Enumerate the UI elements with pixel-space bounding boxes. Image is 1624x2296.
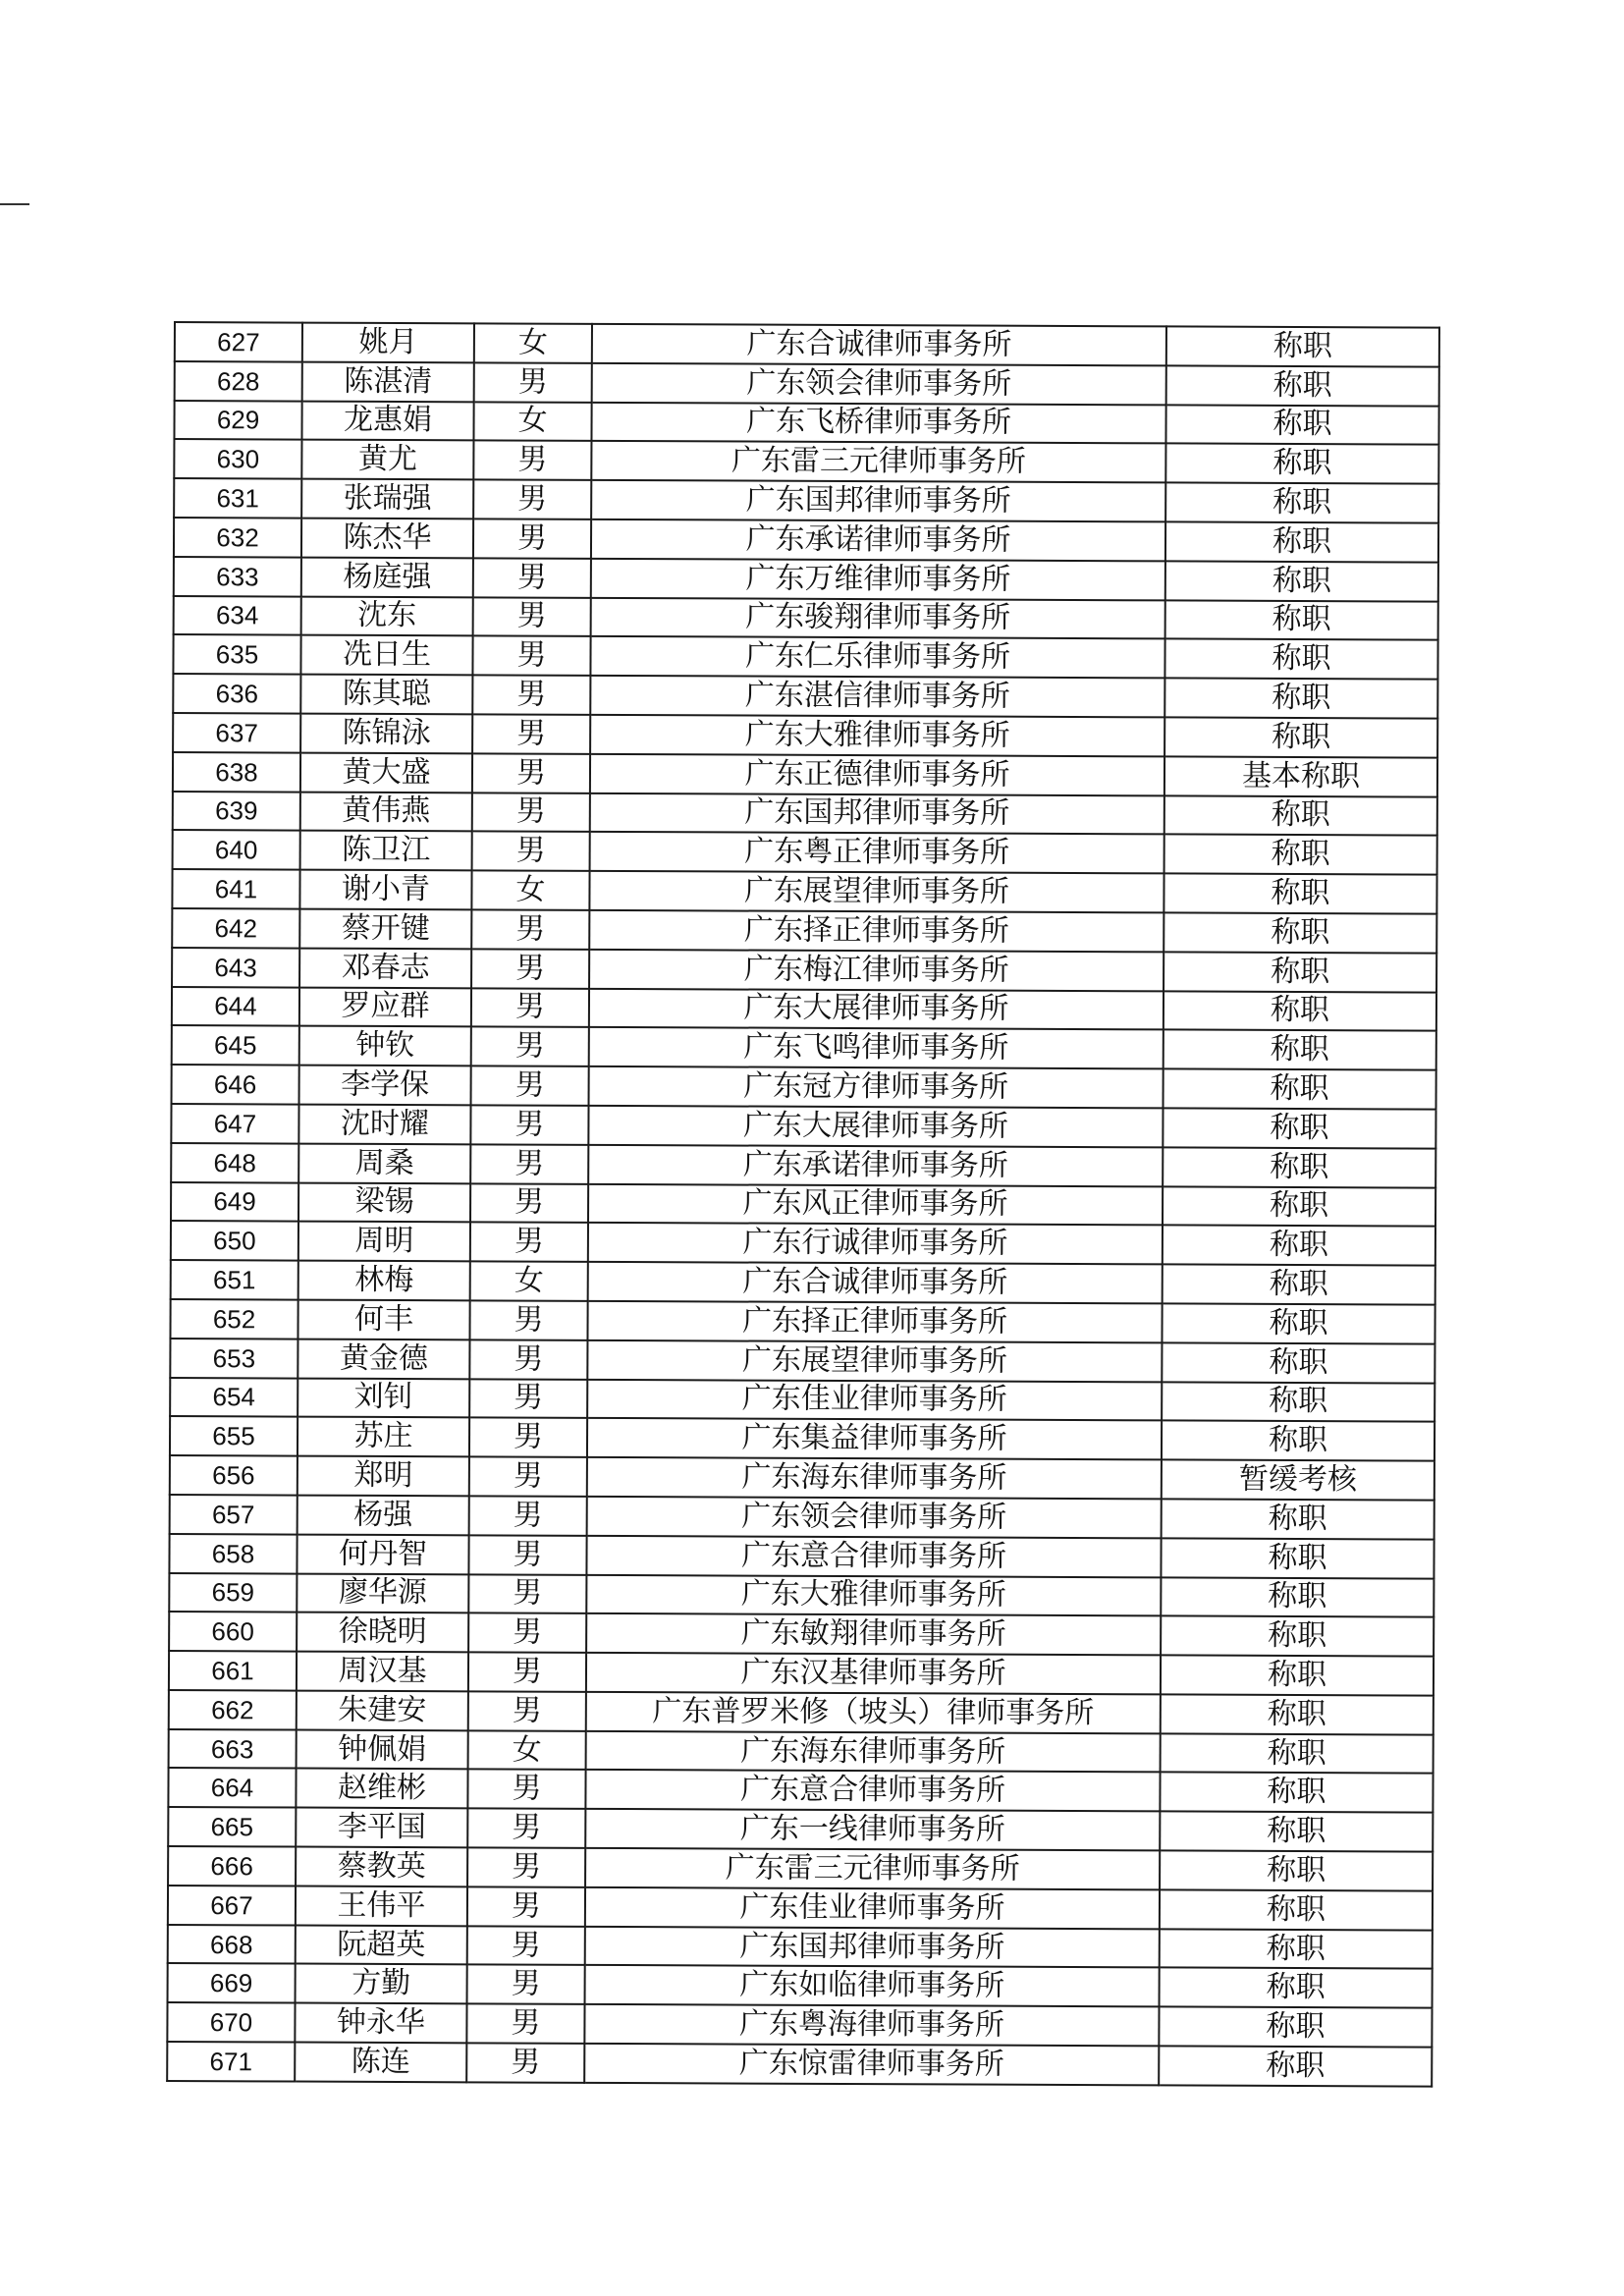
row-number-cell: 637: [173, 713, 300, 752]
assessment-result-cell: 称职: [1162, 1382, 1435, 1422]
assessment-result-cell: 称职: [1164, 991, 1436, 1031]
lawyer-name-cell: 周桑: [298, 1143, 470, 1183]
gender-cell: 女: [471, 870, 589, 909]
law-firm-cell: 广东国邦律师事务所: [590, 793, 1164, 834]
table-row: [172, 1025, 1436, 1069]
law-firm-cell: 广东一线律师事务所: [585, 1809, 1160, 1850]
row-number-cell: 628: [175, 361, 302, 401]
lawyer-name-cell: 沈东: [301, 596, 473, 636]
lawyer-name-cell: 廖华源: [297, 1573, 468, 1613]
gender-cell: 男: [469, 1379, 587, 1418]
assessment-result-cell: 称职: [1164, 717, 1437, 757]
gender-cell: 男: [471, 909, 589, 949]
lawyer-name-cell: 蔡开键: [299, 909, 471, 950]
table-row: [172, 948, 1436, 992]
row-number-cell: 667: [168, 1886, 296, 1925]
lawyer-name-cell: 钟佩娟: [297, 1729, 468, 1770]
table-row: [169, 1534, 1434, 1578]
gender-cell: 男: [469, 1456, 587, 1496]
gender-cell: 男: [466, 2004, 584, 2044]
lawyer-name-cell: 徐晓明: [297, 1613, 468, 1653]
row-number-cell: 663: [169, 1729, 297, 1769]
assessment-result-cell: 称职: [1160, 1812, 1433, 1852]
row-number-cell: 671: [167, 2042, 295, 2081]
lawyer-assessment-table: [166, 321, 1440, 2087]
row-number-cell: 657: [170, 1495, 298, 1534]
table-row: [170, 1299, 1435, 1343]
assessment-result-cell: 称职: [1159, 2007, 1432, 2048]
law-firm-cell: 广东大雅律师事务所: [586, 1574, 1161, 1615]
gender-cell: 男: [468, 1574, 586, 1613]
lawyer-name-cell: 陈锦泳: [300, 714, 472, 754]
table-row: [174, 596, 1438, 640]
table-row: [169, 1690, 1434, 1734]
law-firm-cell: 广东飞鸣律师事务所: [589, 1027, 1164, 1068]
lawyer-name-cell: 郑明: [298, 1456, 469, 1497]
lawyer-name-cell: 谢小青: [299, 870, 471, 910]
assessment-result-cell: 称职: [1159, 2046, 1432, 2086]
lawyer-name-cell: 陈湛清: [302, 361, 474, 402]
table-row: [175, 361, 1439, 406]
table-row: [168, 1846, 1433, 1890]
assessment-result-cell: 基本称职: [1164, 756, 1437, 796]
law-firm-cell: 广东择正律师事务所: [589, 910, 1164, 952]
gender-cell: 男: [471, 988, 589, 1027]
lawyer-name-cell: 邓春志: [299, 948, 471, 988]
row-number-cell: 643: [172, 948, 299, 987]
row-number-cell: 654: [170, 1378, 298, 1417]
gender-cell: 男: [467, 1965, 585, 2004]
gender-cell: 女: [470, 1261, 588, 1300]
assessment-result-cell: 称职: [1161, 1655, 1434, 1695]
assessment-result-cell: 称职: [1163, 1108, 1435, 1148]
table-row: [169, 1572, 1434, 1616]
gender-cell: 男: [472, 753, 590, 793]
table-row: [168, 1886, 1433, 1930]
row-number-cell: 652: [170, 1299, 298, 1339]
row-number-cell: 649: [171, 1182, 298, 1222]
row-number-cell: 658: [169, 1534, 297, 1573]
law-firm-cell: 广东领会律师事务所: [592, 363, 1166, 405]
table-row: [172, 908, 1436, 953]
law-firm-cell: 广东海东律师事务所: [586, 1731, 1161, 1773]
row-number-cell: 634: [174, 596, 301, 635]
lawyer-name-cell: 陈卫江: [300, 831, 472, 871]
row-number-cell: 646: [172, 1065, 299, 1104]
table-row: [167, 2042, 1432, 2086]
table-row: [168, 1807, 1433, 1851]
table-row: [168, 1768, 1433, 1812]
assessment-result-cell: 称职: [1165, 561, 1438, 601]
law-firm-cell: 广东承诺律师事务所: [588, 1145, 1163, 1186]
gender-cell: 男: [470, 1183, 588, 1223]
assessment-result-cell: 称职: [1164, 795, 1437, 836]
row-number-cell: 647: [171, 1104, 298, 1143]
table-row: [170, 1416, 1435, 1460]
table-row: [169, 1612, 1434, 1656]
law-firm-cell: 广东佳业律师事务所: [587, 1379, 1162, 1420]
law-firm-cell: 广东风正律师事务所: [588, 1183, 1163, 1225]
table-row: [171, 1182, 1435, 1227]
assessment-result-cell: 称职: [1162, 1303, 1435, 1343]
gender-cell: 男: [467, 1770, 585, 1809]
table-row: [171, 1104, 1435, 1148]
assessment-result-cell: 称职: [1160, 1889, 1433, 1930]
table-row: [175, 322, 1439, 366]
row-number-cell: 630: [174, 439, 301, 478]
table-body: [167, 322, 1439, 2086]
table-row: [173, 674, 1437, 718]
gender-cell: 男: [470, 1223, 588, 1262]
gender-cell: 男: [472, 793, 590, 832]
law-firm-cell: 广东梅江律师事务所: [589, 950, 1164, 991]
law-firm-cell: 广东行诚律师事务所: [588, 1223, 1163, 1264]
table-row: [173, 713, 1437, 757]
table-row: [172, 987, 1436, 1031]
table-row: [172, 869, 1436, 913]
law-firm-cell: 广东佳业律师事务所: [585, 1887, 1160, 1929]
row-number-cell: 638: [173, 752, 300, 792]
assessment-result-cell: 称职: [1162, 1421, 1435, 1461]
assessment-result-cell: 称职: [1163, 1186, 1435, 1227]
gender-cell: 男: [473, 480, 591, 519]
assessment-result-cell: 称职: [1164, 1069, 1436, 1110]
assessment-result-cell: 称职: [1165, 600, 1438, 640]
lawyer-name-cell: 王伟平: [296, 1886, 467, 1926]
assessment-result-cell: 称职: [1163, 1226, 1435, 1266]
lawyer-name-cell: 黄伟燕: [300, 792, 472, 832]
gender-cell: 男: [470, 1144, 588, 1183]
table-row: [169, 1729, 1434, 1774]
law-firm-cell: 广东汉基律师事务所: [586, 1653, 1161, 1694]
row-number-cell: 631: [174, 478, 301, 518]
table-row: [167, 2002, 1432, 2047]
table-row: [174, 439, 1438, 483]
table-row: [170, 1378, 1435, 1422]
gender-cell: 男: [469, 1418, 587, 1457]
assessment-result-cell: 称职: [1160, 1773, 1433, 1813]
gender-cell: 男: [469, 1496, 587, 1535]
law-firm-cell: 广东湛信律师事务所: [590, 676, 1164, 717]
row-number-cell: 645: [172, 1025, 299, 1065]
gender-cell: 男: [473, 519, 591, 558]
table-row: [174, 478, 1438, 522]
lawyer-name-cell: 黄大盛: [300, 752, 472, 793]
assessment-result-cell: 称职: [1161, 1733, 1434, 1774]
row-number-cell: 644: [172, 987, 299, 1026]
gender-cell: 男: [469, 1300, 587, 1339]
assessment-result-cell: 称职: [1162, 1342, 1435, 1383]
row-number-cell: 670: [167, 2002, 295, 2042]
law-firm-cell: 广东正德律师事务所: [590, 754, 1164, 795]
row-number-cell: 648: [171, 1143, 298, 1182]
lawyer-name-cell: 钟永华: [295, 2003, 466, 2044]
row-number-cell: 655: [170, 1416, 298, 1455]
assessment-result-cell: 称职: [1164, 679, 1437, 719]
assessment-result-cell: 称职: [1160, 1968, 1433, 2008]
row-number-cell: 662: [169, 1690, 297, 1729]
law-firm-cell: 广东国邦律师事务所: [585, 1927, 1160, 1968]
lawyer-name-cell: 李学保: [299, 1066, 471, 1106]
assessment-result-cell: 称职: [1164, 835, 1437, 875]
lawyer-name-cell: 陈连: [295, 2043, 466, 2083]
gender-cell: 男: [469, 1339, 587, 1379]
lawyer-name-cell: 姚月: [302, 323, 474, 363]
assessment-result-cell: 称职: [1165, 483, 1438, 523]
lawyer-name-cell: 刘钊: [298, 1378, 469, 1418]
gender-cell: 男: [468, 1652, 586, 1691]
gender-cell: 男: [467, 1926, 585, 1965]
lawyer-name-cell: 钟钦: [299, 1026, 471, 1066]
lawyer-name-cell: 黄尤: [301, 440, 473, 480]
row-number-cell: 632: [174, 518, 301, 557]
row-number-cell: 639: [173, 792, 300, 831]
lawyer-name-cell: 黄金德: [298, 1339, 469, 1379]
law-firm-cell: 广东仁乐律师事务所: [590, 636, 1164, 678]
table-row: [168, 1963, 1433, 2007]
assessment-result-cell: 称职: [1164, 912, 1436, 953]
table-row: [171, 1143, 1435, 1187]
assessment-result-cell: 称职: [1161, 1577, 1434, 1617]
row-number-cell: 636: [173, 674, 300, 713]
table-row: [170, 1455, 1435, 1500]
gender-cell: 女: [468, 1730, 586, 1770]
assessment-result-cell: 称职: [1165, 405, 1438, 445]
law-firm-cell: 广东飞桥律师事务所: [591, 402, 1165, 443]
table-row: [173, 830, 1437, 874]
table-row: [173, 634, 1437, 679]
law-firm-cell: 广东海东律师事务所: [587, 1457, 1162, 1499]
lawyer-name-cell: 蔡教英: [296, 1847, 467, 1887]
row-number-cell: 653: [170, 1339, 298, 1378]
row-number-cell: 650: [171, 1221, 298, 1260]
table-row: [171, 1221, 1435, 1265]
table-row: [172, 1065, 1436, 1109]
law-firm-cell: 广东择正律师事务所: [587, 1301, 1162, 1342]
gender-cell: 男: [470, 1105, 588, 1144]
law-firm-cell: 广东粤海律师事务所: [584, 2004, 1159, 2046]
table-row: [171, 1260, 1435, 1304]
lawyer-name-cell: 张瑞强: [301, 479, 473, 519]
law-firm-cell: 广东雷三元律师事务所: [591, 441, 1165, 482]
row-number-cell: 635: [173, 634, 300, 674]
table-row: [174, 518, 1438, 562]
lawyer-name-cell: 梁锡: [298, 1182, 470, 1223]
assessment-result-cell: 称职: [1165, 521, 1438, 562]
gender-cell: 女: [473, 402, 591, 441]
lawyer-name-cell: 赵维彬: [296, 1769, 467, 1809]
gender-cell: 男: [467, 1847, 585, 1886]
assessment-result-cell: 称职: [1164, 1030, 1436, 1070]
lawyer-name-cell: 沈时耀: [298, 1105, 470, 1145]
assessment-result-cell: 称职: [1164, 874, 1436, 914]
law-firm-cell: 广东展望律师事务所: [589, 871, 1164, 912]
lawyer-name-cell: 杨强: [298, 1495, 469, 1535]
law-firm-cell: 广东大展律师事务所: [589, 988, 1164, 1029]
table-row: [168, 1925, 1433, 1969]
gender-cell: 男: [474, 362, 592, 402]
law-firm-cell: 广东冠方律师事务所: [589, 1066, 1164, 1108]
law-firm-cell: 广东承诺律师事务所: [591, 519, 1165, 561]
law-firm-cell: 广东意合律师事务所: [586, 1536, 1161, 1577]
table-row: [173, 752, 1437, 796]
assessment-result-cell: 称职: [1160, 1929, 1433, 1969]
assessment-result-cell: 暂缓考核: [1162, 1460, 1435, 1501]
row-number-cell: 651: [171, 1260, 298, 1299]
law-firm-cell: 广东意合律师事务所: [585, 1770, 1160, 1811]
lawyer-name-cell: 苏庄: [298, 1417, 469, 1457]
gender-cell: 女: [474, 323, 592, 362]
row-number-cell: 664: [168, 1768, 296, 1807]
assessment-result-cell: 称职: [1164, 952, 1436, 992]
lawyer-name-cell: 冼日生: [300, 635, 472, 676]
table-row: [174, 401, 1438, 445]
lawyer-name-cell: 李平国: [296, 1808, 467, 1848]
row-number-cell: 642: [172, 908, 299, 948]
gender-cell: 男: [472, 714, 590, 753]
lawyer-name-cell: 方勤: [296, 1964, 467, 2004]
gender-cell: 男: [473, 558, 591, 597]
lawyer-name-cell: 何丹智: [297, 1534, 468, 1574]
page-edge-mark: [0, 203, 29, 205]
gender-cell: 男: [466, 2043, 584, 2082]
gender-cell: 男: [473, 441, 591, 480]
row-number-cell: 629: [174, 401, 301, 440]
row-number-cell: 659: [169, 1572, 297, 1612]
law-firm-cell: 广东大展律师事务所: [588, 1106, 1163, 1147]
assessment-result-cell: 称职: [1161, 1538, 1434, 1578]
table-row: [169, 1651, 1434, 1695]
law-firm-cell: 广东敏翔律师事务所: [586, 1613, 1161, 1655]
law-firm-cell: 广东集益律师事务所: [587, 1418, 1162, 1459]
assessment-result-cell: 称职: [1161, 1694, 1434, 1734]
gender-cell: 男: [471, 949, 589, 988]
law-firm-cell: 广东骏翔律师事务所: [591, 597, 1165, 638]
gender-cell: 男: [467, 1886, 585, 1926]
gender-cell: 男: [471, 1027, 589, 1066]
table-row: [170, 1339, 1435, 1383]
law-firm-cell: 广东雷三元律师事务所: [585, 1848, 1160, 1889]
gender-cell: 男: [472, 832, 590, 871]
lawyer-name-cell: 周明: [298, 1222, 470, 1262]
law-firm-cell: 广东领会律师事务所: [587, 1497, 1162, 1538]
gender-cell: 男: [473, 597, 591, 636]
law-firm-cell: 广东粤正律师事务所: [590, 832, 1164, 873]
law-firm-cell: 广东大雅律师事务所: [590, 715, 1164, 756]
law-firm-cell: 广东合诚律师事务所: [588, 1262, 1163, 1303]
law-firm-cell: 广东惊雷律师事务所: [584, 2044, 1159, 2085]
gender-cell: 男: [471, 1066, 589, 1105]
lawyer-name-cell: 陈其聪: [300, 675, 472, 715]
law-firm-cell: 广东合诚律师事务所: [592, 324, 1166, 365]
row-number-cell: 627: [175, 322, 302, 361]
assessment-result-cell: 称职: [1166, 365, 1439, 406]
law-firm-cell: 广东普罗米修（坡头）律师事务所: [586, 1692, 1161, 1733]
assessment-result-cell: 称职: [1164, 639, 1437, 680]
lawyer-name-cell: 林梅: [298, 1261, 470, 1301]
table-row: [174, 557, 1438, 601]
lawyer-name-cell: 阮超英: [296, 1925, 467, 1965]
lawyer-name-cell: 罗应群: [299, 987, 471, 1027]
row-number-cell: 669: [168, 1963, 296, 2002]
table-row: [170, 1495, 1435, 1539]
lawyer-name-cell: 周汉基: [297, 1652, 468, 1692]
assessment-result-cell: 称职: [1161, 1616, 1434, 1657]
row-number-cell: 656: [170, 1455, 298, 1495]
row-number-cell: 660: [169, 1612, 297, 1651]
row-number-cell: 641: [172, 869, 299, 908]
assessment-result-cell: 称职: [1162, 1499, 1435, 1539]
lawyer-name-cell: 杨庭强: [301, 557, 473, 597]
lawyer-name-cell: 龙惠娟: [301, 401, 473, 441]
row-number-cell: 668: [168, 1925, 296, 1964]
assessment-result-cell: 称职: [1163, 1147, 1435, 1187]
row-number-cell: 661: [169, 1651, 297, 1690]
row-number-cell: 640: [173, 830, 300, 869]
lawyer-name-cell: 朱建安: [297, 1690, 468, 1730]
gender-cell: 男: [468, 1535, 586, 1574]
row-number-cell: 633: [174, 557, 301, 596]
gender-cell: 男: [468, 1691, 586, 1730]
row-number-cell: 666: [168, 1846, 296, 1886]
law-firm-cell: 广东万维律师事务所: [591, 559, 1165, 600]
assessment-result-cell: 称职: [1160, 1850, 1433, 1890]
gender-cell: 男: [472, 676, 590, 715]
gender-cell: 男: [468, 1613, 586, 1653]
table-row: [173, 792, 1437, 836]
lawyer-name-cell: 陈杰华: [301, 519, 473, 559]
lawyer-name-cell: 何丰: [298, 1299, 469, 1339]
assessment-result-cell: 称职: [1163, 1265, 1435, 1305]
assessment-result-cell: 称职: [1165, 444, 1438, 484]
law-firm-cell: 广东如临律师事务所: [585, 1965, 1160, 2006]
assessment-result-cell: 称职: [1166, 326, 1439, 366]
gender-cell: 男: [472, 636, 590, 676]
row-number-cell: 665: [168, 1807, 296, 1846]
law-firm-cell: 广东展望律师事务所: [587, 1340, 1162, 1382]
gender-cell: 男: [467, 1809, 585, 1848]
law-firm-cell: 广东国邦律师事务所: [591, 480, 1165, 521]
